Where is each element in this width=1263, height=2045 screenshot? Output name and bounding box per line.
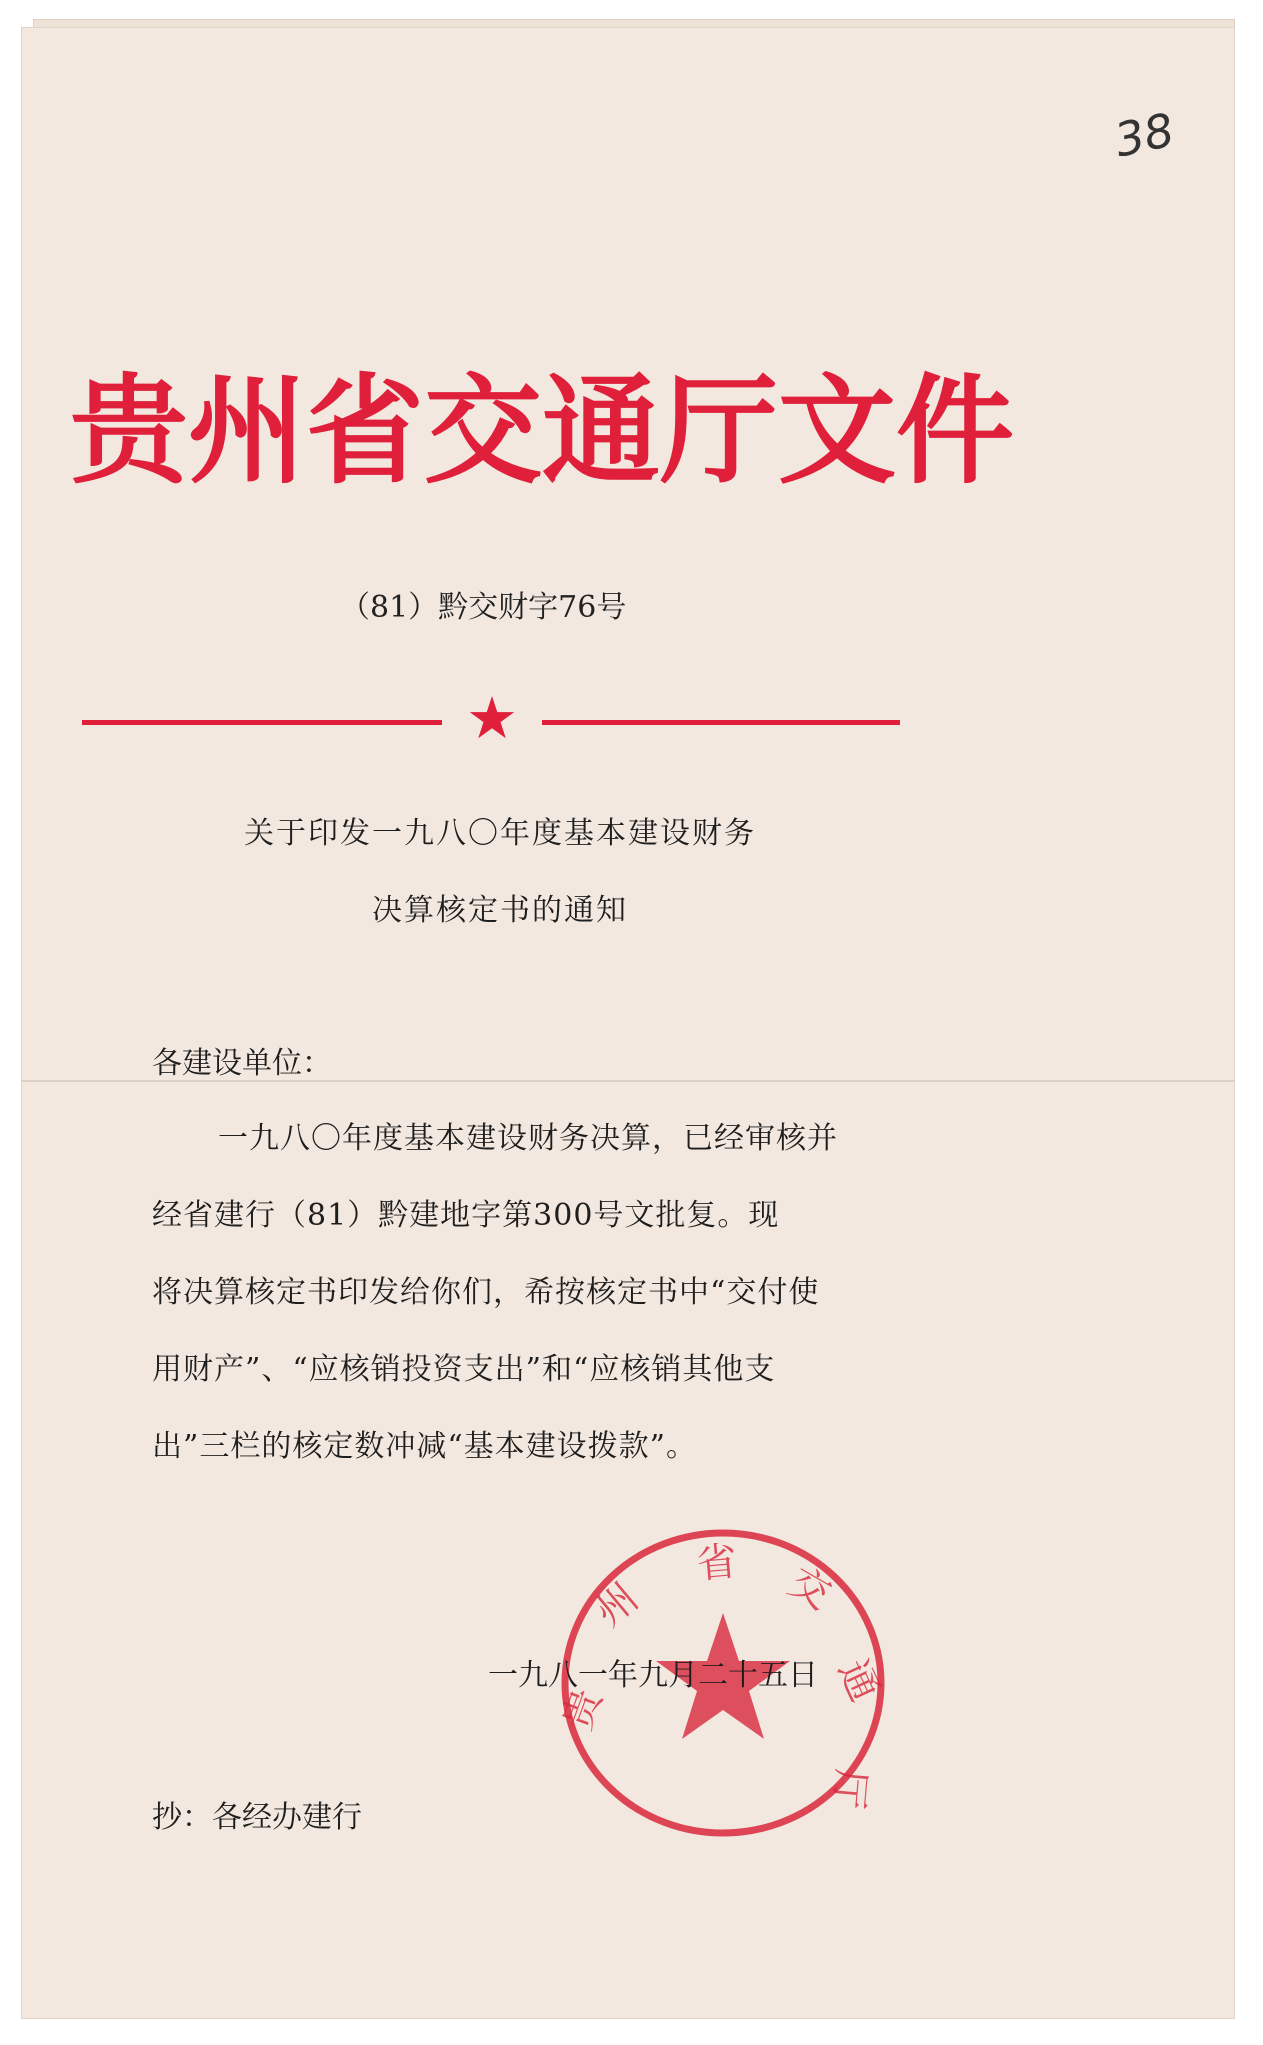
svg-text:厅: 厅 — [824, 1767, 874, 1811]
svg-text:通: 通 — [828, 1652, 888, 1709]
issue-date: 一九八一年九月二十五日 — [488, 1658, 818, 1693]
svg-text:交: 交 — [781, 1558, 839, 1619]
svg-text:州: 州 — [586, 1574, 648, 1636]
notice-title-line-2: 决算核定书的通知 — [372, 893, 628, 928]
red-rule-left — [82, 720, 442, 725]
salutation: 各建设单位： — [152, 1046, 332, 1081]
body-line-5: 出”三栏的核定数冲减“基本建设拨款”。 — [152, 1429, 698, 1464]
svg-text:省: 省 — [694, 1538, 739, 1588]
masthead-title: 贵州省交通厅文件 — [70, 362, 1015, 500]
svg-text:贵: 贵 — [554, 1683, 612, 1737]
body-line-1: 一九八〇年度基本建设财务决算，已经审核并 — [218, 1121, 838, 1156]
notice-title-line-1: 关于印发一九八〇年度基本建设财务 — [244, 816, 756, 851]
handwritten-page-number: 38 — [1110, 102, 1179, 168]
body-line-3: 将决算核定书印发给你们，希按核定书中“交付使 — [152, 1275, 820, 1310]
carbon-copy-line: 抄：各经办建行 — [152, 1800, 362, 1835]
star-icon: ★ — [466, 684, 518, 752]
red-rule-right — [542, 720, 900, 725]
document-number: （81）黔交财字76号 — [340, 590, 627, 625]
body-line-2: 经省建行（81）黔建地字第300号文批复。现 — [152, 1198, 780, 1233]
body-line-4: 用财产”、“应核销投资支出”和“应核销其他支 — [152, 1352, 776, 1387]
